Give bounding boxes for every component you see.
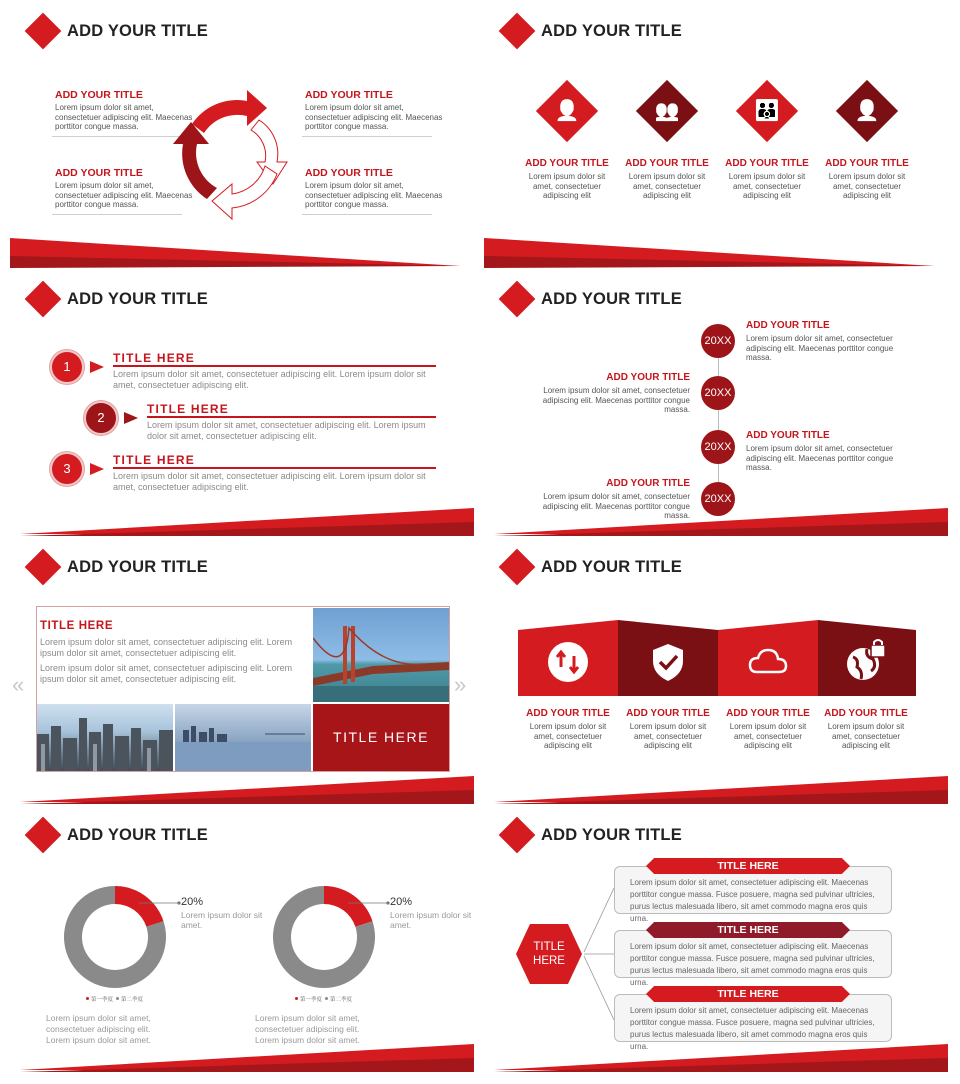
year-label: 20XX [704,441,732,453]
diamond-bullet-icon [499,549,536,586]
legend-label: 第二季度 [121,997,144,1003]
box-text: Lorem ipsum dolor sit amet, consectetuer adipiscing elit. Maecenas porttitor congue massa. Fusce posuere, magna sed pulvinar ultricies, purus lectus malesuada libero, sit amet commodo magna eros quis urna. [630,878,875,923]
item-title: ADD YOUR TITLE [726,708,810,719]
item-title: ADD YOUR TITLE [825,158,909,169]
item-text: Lorem ipsum dolor sit amet, consectetuer adipiscing elit [529,722,607,750]
person-icon: 👤 [554,100,580,122]
slide-header [474,282,874,318]
gallery-title: TITLE HERE [40,620,114,632]
donut-chart [0,804,474,1072]
diamond-bullet-icon [25,13,62,50]
timeline-title: ADD YOUR TITLE [606,478,690,489]
diamond-bullet-icon [25,281,62,318]
golden-gate-bridge-photo [313,608,449,702]
legend-label: 第一季度 [91,997,114,1003]
title-underline [113,467,436,469]
footer-bar [474,238,948,268]
slide-title: ADD YOUR TITLE [541,558,682,576]
item-title: ADD YOUR TITLE [55,89,143,101]
item-title: ADD YOUR TITLE [626,708,710,719]
slide-header [474,550,874,586]
item-title: ADD YOUR TITLE [625,158,709,169]
number-label: 1 [63,359,71,374]
item-title: ADD YOUR TITLE [525,158,609,169]
slide-header [0,14,400,50]
number-label: 3 [63,461,71,476]
number-label: 2 [97,410,105,425]
slide-title: ADD YOUR TITLE [67,826,208,844]
slide-numbered-list [0,268,474,536]
box-title: TITLE HERE [717,860,779,872]
donut-slice [324,886,373,927]
box-text: Lorem ipsum dolor sit amet, consectetuer adipiscing elit. Maecenas porttitor congue massa. Fusce posuere, magna sed pulvinar ultricies, purus lectus malesuada libero, sit amet commodo magna eros quis urna. [630,1006,875,1051]
percent-label: 20% [181,896,204,908]
list-title: TITLE HERE [113,453,196,467]
slide-title: ADD YOUR TITLE [541,826,682,844]
footer-bar [474,774,948,804]
slide-hex-tree [474,804,948,1072]
list-title: TITLE HERE [113,351,196,365]
cloud-icon [747,641,789,683]
timeline-title: ADD YOUR TITLE [746,320,830,331]
diamond-bullet-icon [25,549,62,586]
item-text: Lorem ipsum dolor sit amet, consectetuer adipiscing elit [729,722,807,750]
slide-donut-charts [0,804,474,1072]
family-icon: 👪 [754,100,780,122]
slide-header [474,818,874,854]
diamond-bullet-icon [499,13,536,50]
item-text: Lorem ipsum dolor sit amet, consectetuer adipiscing elit [628,172,706,200]
timeline-text: Lorem ipsum dolor sit amet, consectetuer adipiscing elit. Maecenas porttitor congue massa. [746,444,894,472]
item-text: Lorem ipsum dolor sit amet, consectetuer adipiscing elit. Maecenas porttitor congue massa. [55,181,193,209]
year-label: 20XX [704,387,732,399]
slide-header [474,14,874,50]
title-underline [147,416,436,418]
pointer-triangle-icon [90,361,104,373]
list-title: TITLE HERE [147,402,230,416]
next-arrow-icon[interactable]: » [454,672,467,697]
slide-cycle [0,0,474,268]
chart-legend [292,995,372,1003]
gallery-text: Lorem ipsum dolor sit amet, consectetuer adipiscing elit. Lorem ipsum dolor sit amet, consectetuer adipiscing elit. [40,637,293,658]
transfer-arrows-icon [547,641,589,683]
slide-gallery [0,536,474,804]
globe-lock-icon [845,641,887,683]
slide-title: ADD YOUR TITLE [67,22,208,40]
user-money-icon: 👤 [854,100,880,122]
chart-caption: Lorem ipsum dolor sit amet, consectetuer adipiscing elit. Lorem ipsum dolor sit amet. [255,1013,360,1045]
box-title: TITLE HERE [717,988,779,1000]
slide-title: ADD YOUR TITLE [67,558,208,576]
slide-timeline [474,268,948,536]
item-text: Lorem ipsum dolor sit amet, consectetuer adipiscing elit. Maecenas porttitor congue massa. [305,181,443,209]
year-label: 20XX [704,335,732,347]
timeline-text: Lorem ipsum dolor sit amet, consectetuer adipiscing elit. Maecenas porttitor congue massa. [746,334,894,362]
item-text: Lorem ipsum dolor sit amet, consectetuer adipiscing elit [828,172,906,200]
team-icon: 👥 [654,100,680,122]
item-title: ADD YOUR TITLE [305,167,393,179]
footer-bar [474,506,948,536]
chart-note: Lorem ipsum dolor sit amet. [181,910,263,930]
chart-note: Lorem ipsum dolor sit amet. [390,910,472,930]
pointer-triangle-icon [124,412,138,424]
shield-check-icon [647,641,689,683]
gallery-box-title: TITLE HERE [333,729,429,745]
legend-swatch [325,997,328,1000]
gallery-text: Lorem ipsum dolor sit amet, consectetuer adipiscing elit. Lorem ipsum dolor sit amet, consectetuer adipiscing elit. [40,663,293,684]
diamond-bullet-icon [499,817,536,854]
slide-title: ADD YOUR TITLE [541,290,682,308]
legend-label: 第一季度 [300,997,323,1003]
timeline-text: Lorem ipsum dolor sit amet, consectetuer adipiscing elit. Maecenas porttitor congue massa. [542,492,690,520]
list-text: Lorem ipsum dolor sit amet, consectetuer adipiscing elit. Lorem ipsum dolor sit amet, consectetuer adipiscing elit. [113,471,426,492]
timeline-title: ADD YOUR TITLE [606,372,690,383]
item-text: Lorem ipsum dolor sit amet, consectetuer adipiscing elit [827,722,905,750]
item-text: Lorem ipsum dolor sit amet, consectetuer adipiscing elit [728,172,806,200]
waterfront-skyline-photo [175,704,311,771]
footer-bar [0,506,474,536]
box-text: Lorem ipsum dolor sit amet, consectetuer adipiscing elit. Maecenas porttitor congue massa. Fusce posuere, magna sed pulvinar ultricies, purus lectus malesuada libero, sit amet commodo magna eros quis urna. [630,942,875,987]
pointer-triangle-icon [90,463,104,475]
slide-title: ADD YOUR TITLE [541,22,682,40]
footer-bar [474,1042,948,1072]
timeline-text: Lorem ipsum dolor sit amet, consectetuer adipiscing elit. Maecenas porttitor congue massa. [542,386,690,414]
item-text: Lorem ipsum dolor sit amet, consectetuer adipiscing elit [528,172,606,200]
item-title: ADD YOUR TITLE [824,708,908,719]
slide-title: ADD YOUR TITLE [67,290,208,308]
item-text: Lorem ipsum dolor sit amet, consectetuer adipiscing elit [629,722,707,750]
slide-icons [474,0,948,268]
prev-arrow-icon[interactable]: « [12,672,25,697]
slide-header [0,550,400,586]
list-text: Lorem ipsum dolor sit amet, consectetuer adipiscing elit. Lorem ipsum dolor sit amet, consectetuer adipiscing elit. [147,420,426,441]
item-text: Lorem ipsum dolor sit amet, consectetuer adipiscing elit. Maecenas porttitor congue massa. [305,103,443,131]
chart-caption: Lorem ipsum dolor sit amet, consectetuer adipiscing elit. Lorem ipsum dolor sit amet. [46,1013,151,1045]
year-label: 20XX [704,493,732,505]
item-text: Lorem ipsum dolor sit amet, consectetuer adipiscing elit. Maecenas porttitor congue massa. [55,103,193,131]
item-title: ADD YOUR TITLE [725,158,809,169]
footer-bar [0,774,474,804]
percent-label: 20% [390,896,413,908]
item-title: ADD YOUR TITLE [305,89,393,101]
list-text: Lorem ipsum dolor sit amet, consectetuer adipiscing elit. Lorem ipsum dolor sit amet, consectetuer adipiscing elit. [113,369,426,390]
diamond-bullet-icon [499,281,536,318]
item-title: ADD YOUR TITLE [526,708,610,719]
slide-header [0,282,400,318]
legend-label: 第二季度 [330,997,353,1003]
legend-swatch [295,997,298,1000]
title-underline [113,365,436,367]
timeline-title: ADD YOUR TITLE [746,430,830,441]
footer-bar [0,1042,474,1072]
slide-ribbon-icons [474,536,948,804]
box-title: TITLE HERE [717,924,779,936]
city-skyline-photo [37,704,173,771]
cycle-arrows-icon [170,82,305,224]
item-title: ADD YOUR TITLE [55,167,143,179]
footer-bar [0,238,474,268]
hexagon-title: TITLE HERE [533,941,565,967]
timeline-line [718,338,719,502]
